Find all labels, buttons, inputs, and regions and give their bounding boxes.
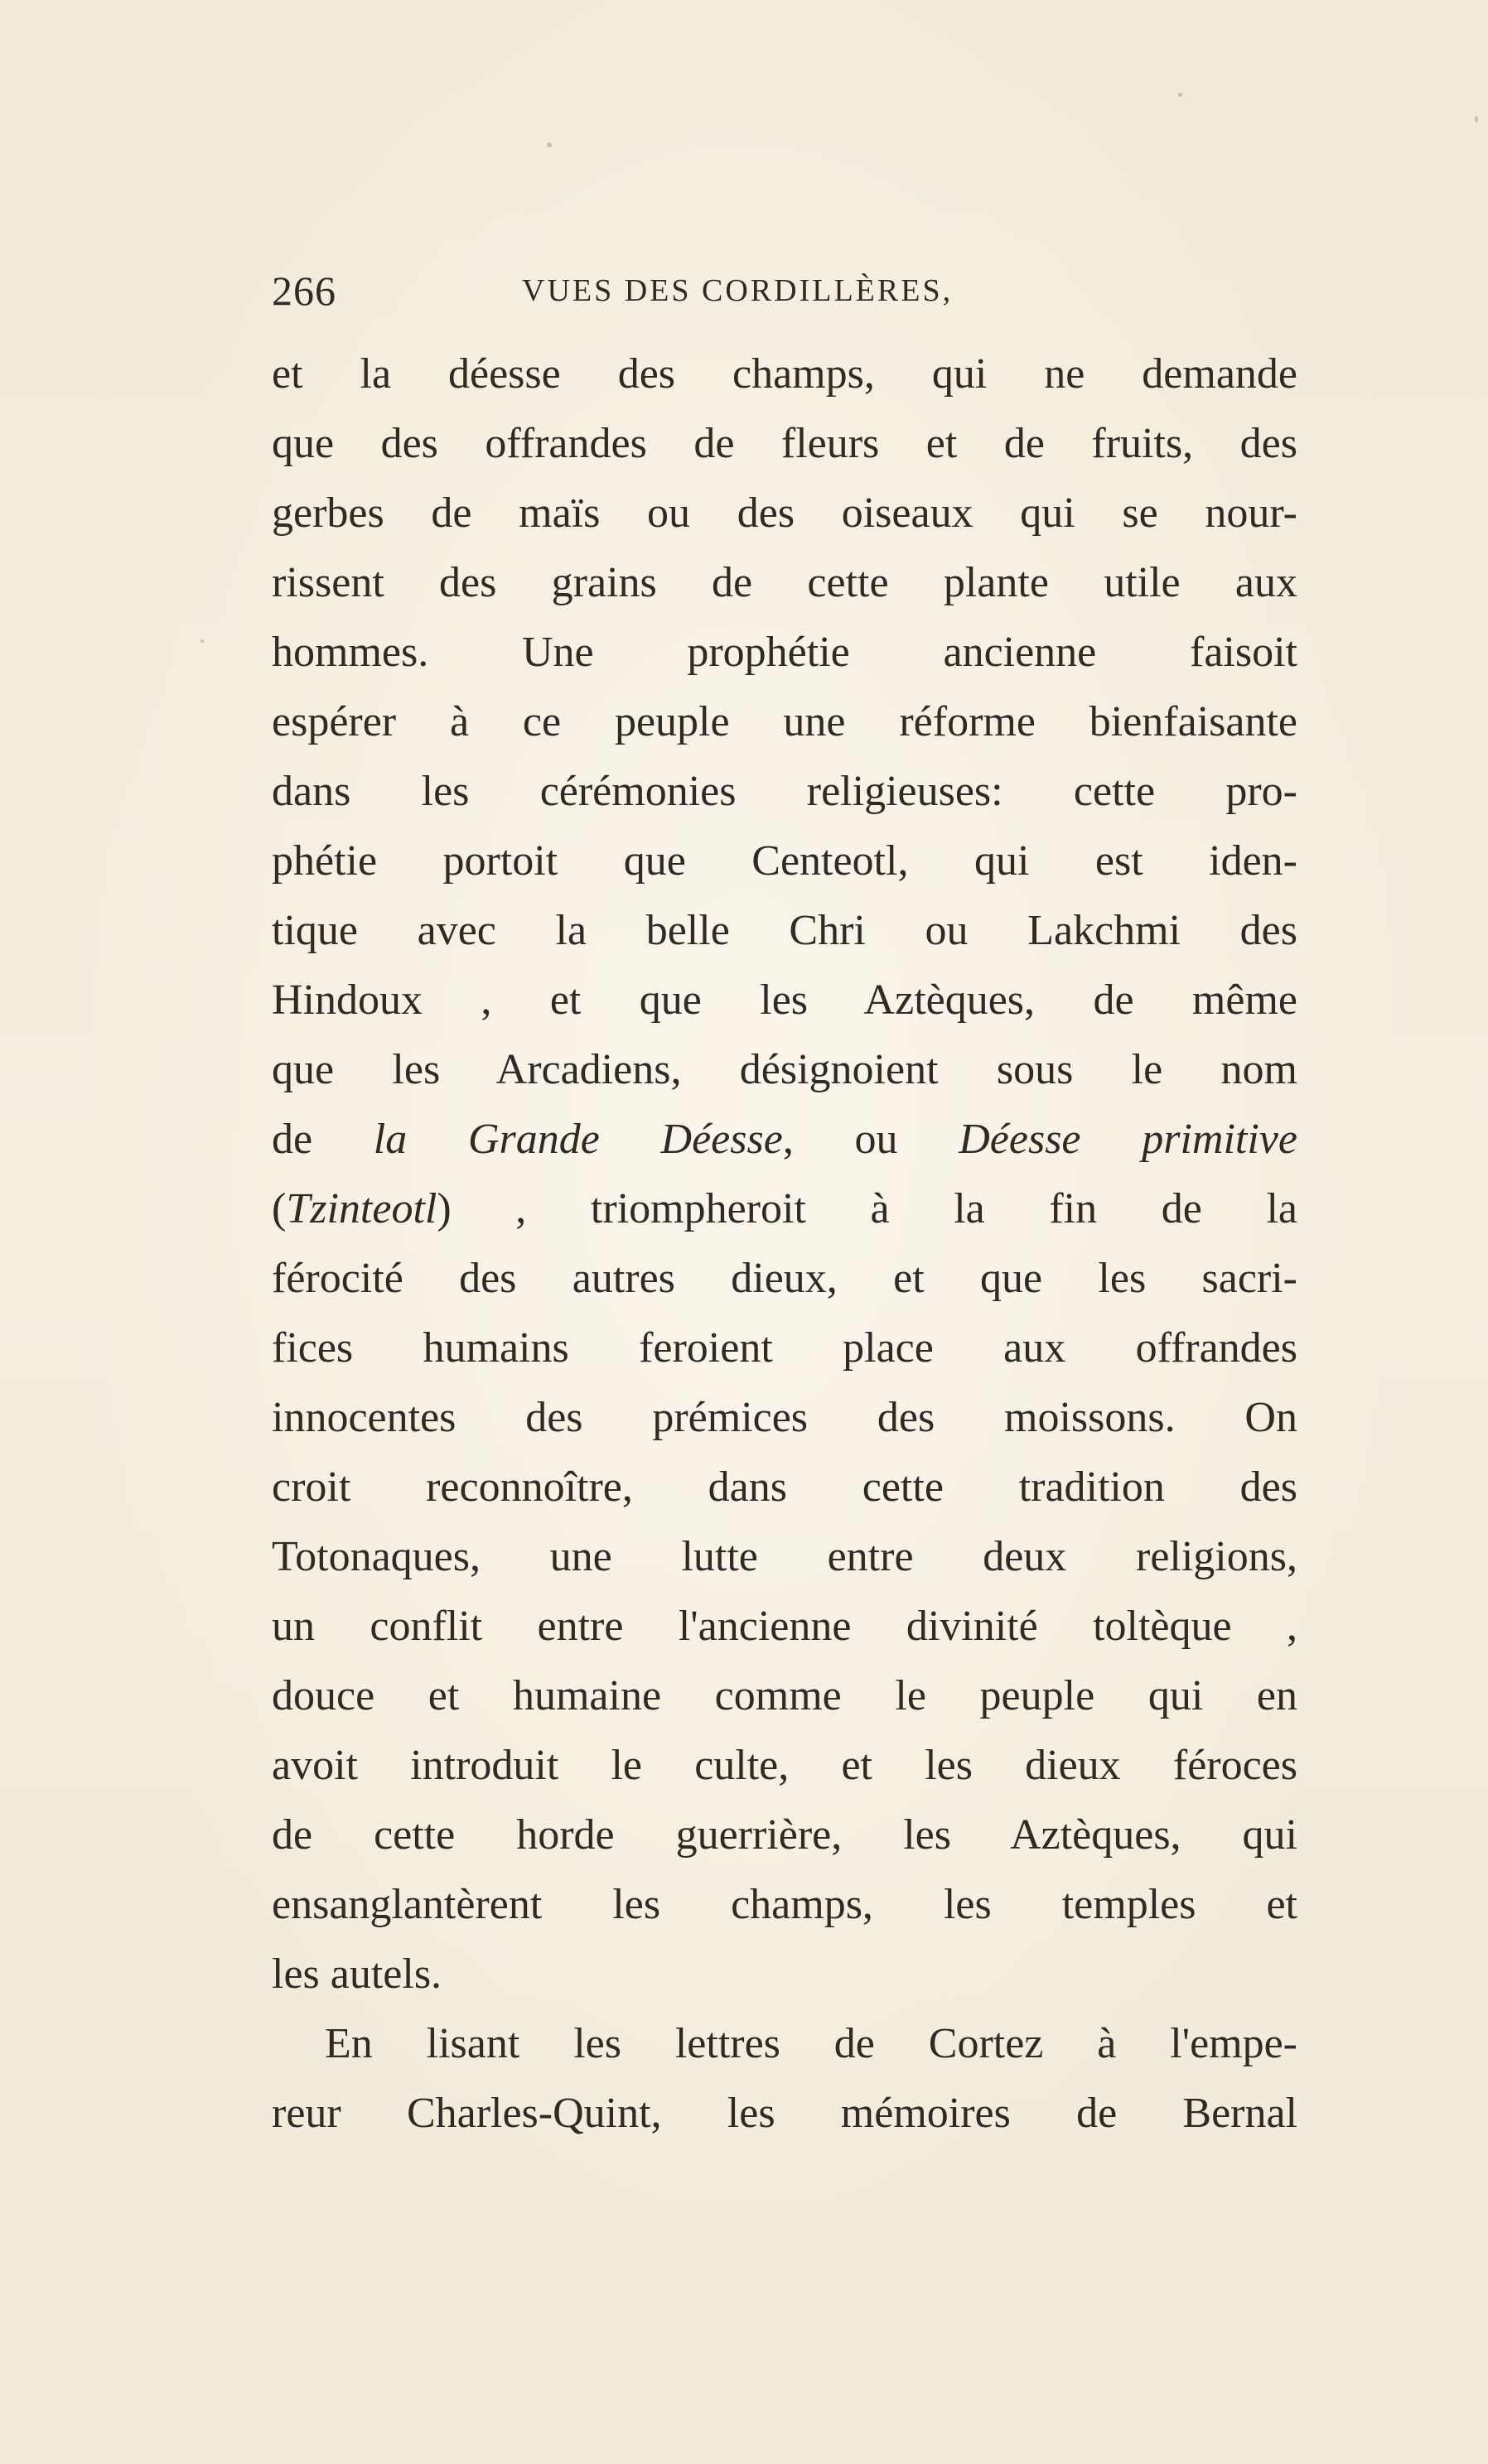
paper-speck	[1178, 93, 1182, 97]
text-line: que les Arcadiens, désignoient sous le nom	[272, 1046, 1297, 1093]
text-line: de cette horde guerrière, les Aztèques, qui	[272, 1811, 1297, 1859]
text-line-italic-name	[272, 1174, 1297, 1244]
text-line-italic-names	[272, 1105, 1297, 1174]
body-text	[272, 340, 1297, 2148]
italic-term: Déesse primitive	[959, 1116, 1297, 1163]
line-segment: ) , triompheroit à la fin de la	[437, 1185, 1297, 1232]
paper-speck	[1475, 116, 1478, 123]
text-line: fices humains feroient place aux offrandes	[272, 1324, 1297, 1372]
paper-speck	[200, 639, 204, 643]
line-segment: , ou	[782, 1116, 959, 1163]
text-line: Totonaques, une lutte entre deux religions,	[272, 1533, 1297, 1580]
text-line: hommes. Une prophétie ancienne faisoit	[272, 629, 1297, 676]
page-number: 266	[272, 268, 336, 314]
text-line: et la déesse des champs, qui ne demande	[272, 350, 1297, 398]
text-line: innocentes des prémices des moissons. On	[272, 1394, 1297, 1441]
line-segment: de	[272, 1116, 374, 1163]
text-line: rissent des grains de cette plante utile aux	[272, 559, 1297, 606]
text-line: dans les cérémonies religieuses: cette pro-	[272, 768, 1297, 815]
italic-term: Tzinteotl	[286, 1185, 437, 1232]
text-line: croit reconnoître, dans cette tradition des	[272, 1463, 1297, 1511]
text-line: espérer à ce peuple une réforme bienfaisante	[272, 698, 1297, 745]
text-line: avoit introduit le culte, et les dieux féroces	[272, 1742, 1297, 1789]
page-header	[272, 262, 1307, 320]
paper-speck	[547, 142, 552, 147]
italic-term: la Grande Déesse	[373, 1116, 783, 1163]
text-line: les autels.	[272, 1950, 442, 1998]
text-line: ensanglantèrent les champs, les temples et	[272, 1881, 1297, 1928]
text-line: que des offrandes de fleurs et de fruits, des	[272, 420, 1297, 467]
line-segment: (	[272, 1185, 287, 1232]
running-title: VUES DES CORDILLÈRES,	[522, 273, 954, 308]
text-line: gerbes de maïs ou des oiseaux qui se nour-	[272, 489, 1297, 537]
text-line: tique avec la belle Chri ou Lakchmi des	[272, 907, 1297, 954]
text-line: En lisant les lettres de Cortez à l'empe-	[325, 2020, 1297, 2067]
text-line: Hindoux , et que les Aztèques, de même	[272, 976, 1297, 1024]
text-line: reur Charles-Quint, les mémoires de Bernal	[272, 2090, 1297, 2137]
text-line: férocité des autres dieux, et que les sacri-	[272, 1255, 1297, 1302]
text-line: un conflit entre l'ancienne divinité toltèque ,	[272, 1603, 1297, 1650]
text-line: phétie portoit que Centeotl, qui est iden-	[272, 837, 1297, 885]
text-line: douce et humaine comme le peuple qui en	[272, 1672, 1297, 1719]
